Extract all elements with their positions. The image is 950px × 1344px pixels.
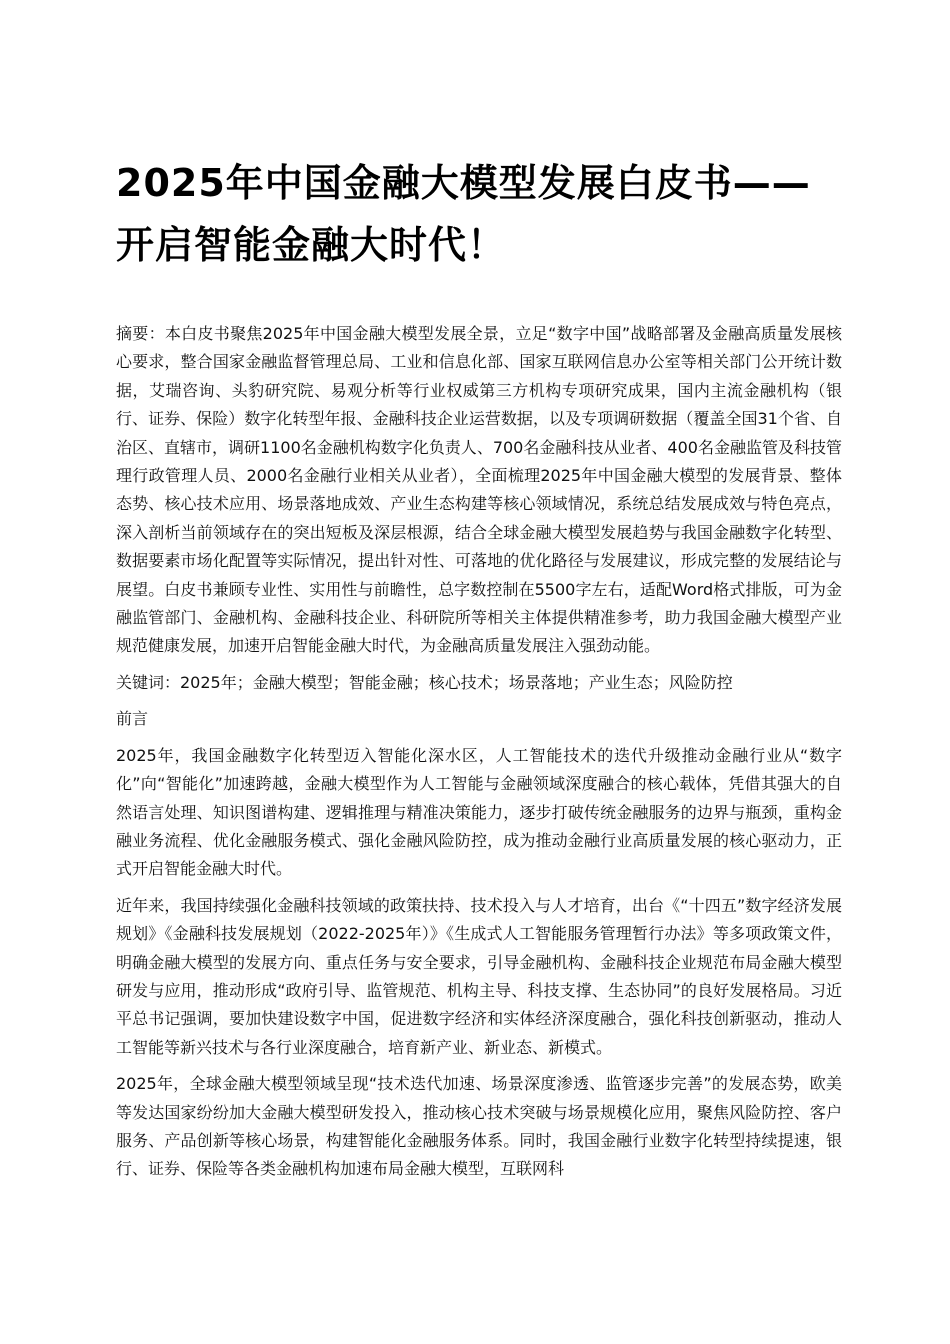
body-paragraph: 近年来，我国持续强化金融科技领域的政策扶持、技术投入与人才培育，出台《“十四五”数字经济发展规划》《金融科技发展规划（2022-2025年）》《生成式人工智能服务管理暂行办法》等多项政策文件，明确金融大模型的发展方向、重点任务与安全要求，引导金融机构、金融科技企业规范布局金融大模型研发与应用，推动形成“政府引导、监管规范、机构主导、科技支撑、生态协同”的良好发展格局。习近平总书记强调，要加快建设数字中国，促进数字经济和实体经济深度融合，强化科技创新驱动，推动人工智能等新兴技术与各行业深度融合，培育新产业、新业态、新模式。 — [116, 895, 842, 1057]
body-paragraph: 2025年，我国金融数字化转型迈入智能化深水区，人工智能技术的迭代升级推动金融行业从“数字化”向“智能化”加速跨越，金融大模型作为人工智能与金融领域深度融合的核心载体，凭借其强大的自然语言处理、知识图谱构建、逻辑推理与精准决策能力，逐步打破传统金融服务的边界与瓶颈，重构金融业务流程、优化金融服务模式、强化金融风险防控，成为推动金融行业高质量发展的核心驱动力，正式开启智能金融大时代。 — [116, 745, 842, 879]
keywords-line: 关键词：2025年；金融大模型；智能金融；核心技术；场景落地；产业生态；风险防控 — [116, 672, 733, 692]
abstract-paragraph: 摘要：本白皮书聚焦2025年中国金融大模型发展全景，立足“数字中国”战略部署及金融高质量发展核心要求，整合国家金融监督管理总局、工业和信息化部、国家互联网信息办公室等相关部门公开统计数据，艾瑞咨询、头豹研究院、易观分析等行业权威第三方机构专项研究成果，国内主流金融机构（银行、证券、保险）数字化转型年报、金融科技企业运营数据，以及专项调研数据（覆盖全国31个省、自治区、直辖市，调研1100名金融机构数字化负责人、700名金融科技从业者、400名金融监管及科技管理行政管理人员、2000名金融行业相关从业者），全面梳理2025年中国金融大模型的发展背景、整体态势、核心技术应用、场景落地成效、产业生态构建等核心领域情况，系统总结发展成效与特色亮点，深入剖析当前领域存在的突出短板及深层根源，结合全球金融大模型发展趋势与我国金融数字化转型、数据要素市场化配置等实际情况，提出针对性、可落地的优化路径与发展建议，形成完整的发展结论与展望。白皮书兼顾专业性、实用性与前瞻性，总字数控制在5500字左右，适配Word格式排版，可为金融监管部门、金融机构、金融科技企业、科研院所等相关主体提供精准参考，助力我国金融大模型产业规范健康发展，加速开启智能金融大时代，为金融高质量发展注入强劲动能。 — [116, 324, 842, 656]
preface-heading: 前言 — [116, 709, 149, 729]
document-title: 2025年中国金融大模型发展白皮书——开启智能金融大时代！ — [116, 161, 811, 267]
body-paragraph: 2025年，全球金融大模型领域呈现“技术迭代加速、场景深度渗透、监管逐步完善”的发展态势，欧美等发达国家纷纷加大金融大模型研发投入，推动核心技术突破与场景规模化应用，聚焦风险防控、客户服务、产品创新等核心场景，构建智能化金融服务体系。同时，我国金融行业数字化转型持续提速，银行、证券、保险等各类金融机构加速布局金融大模型，互联网科 — [116, 1074, 842, 1179]
document-body — [116, 320, 842, 1192]
